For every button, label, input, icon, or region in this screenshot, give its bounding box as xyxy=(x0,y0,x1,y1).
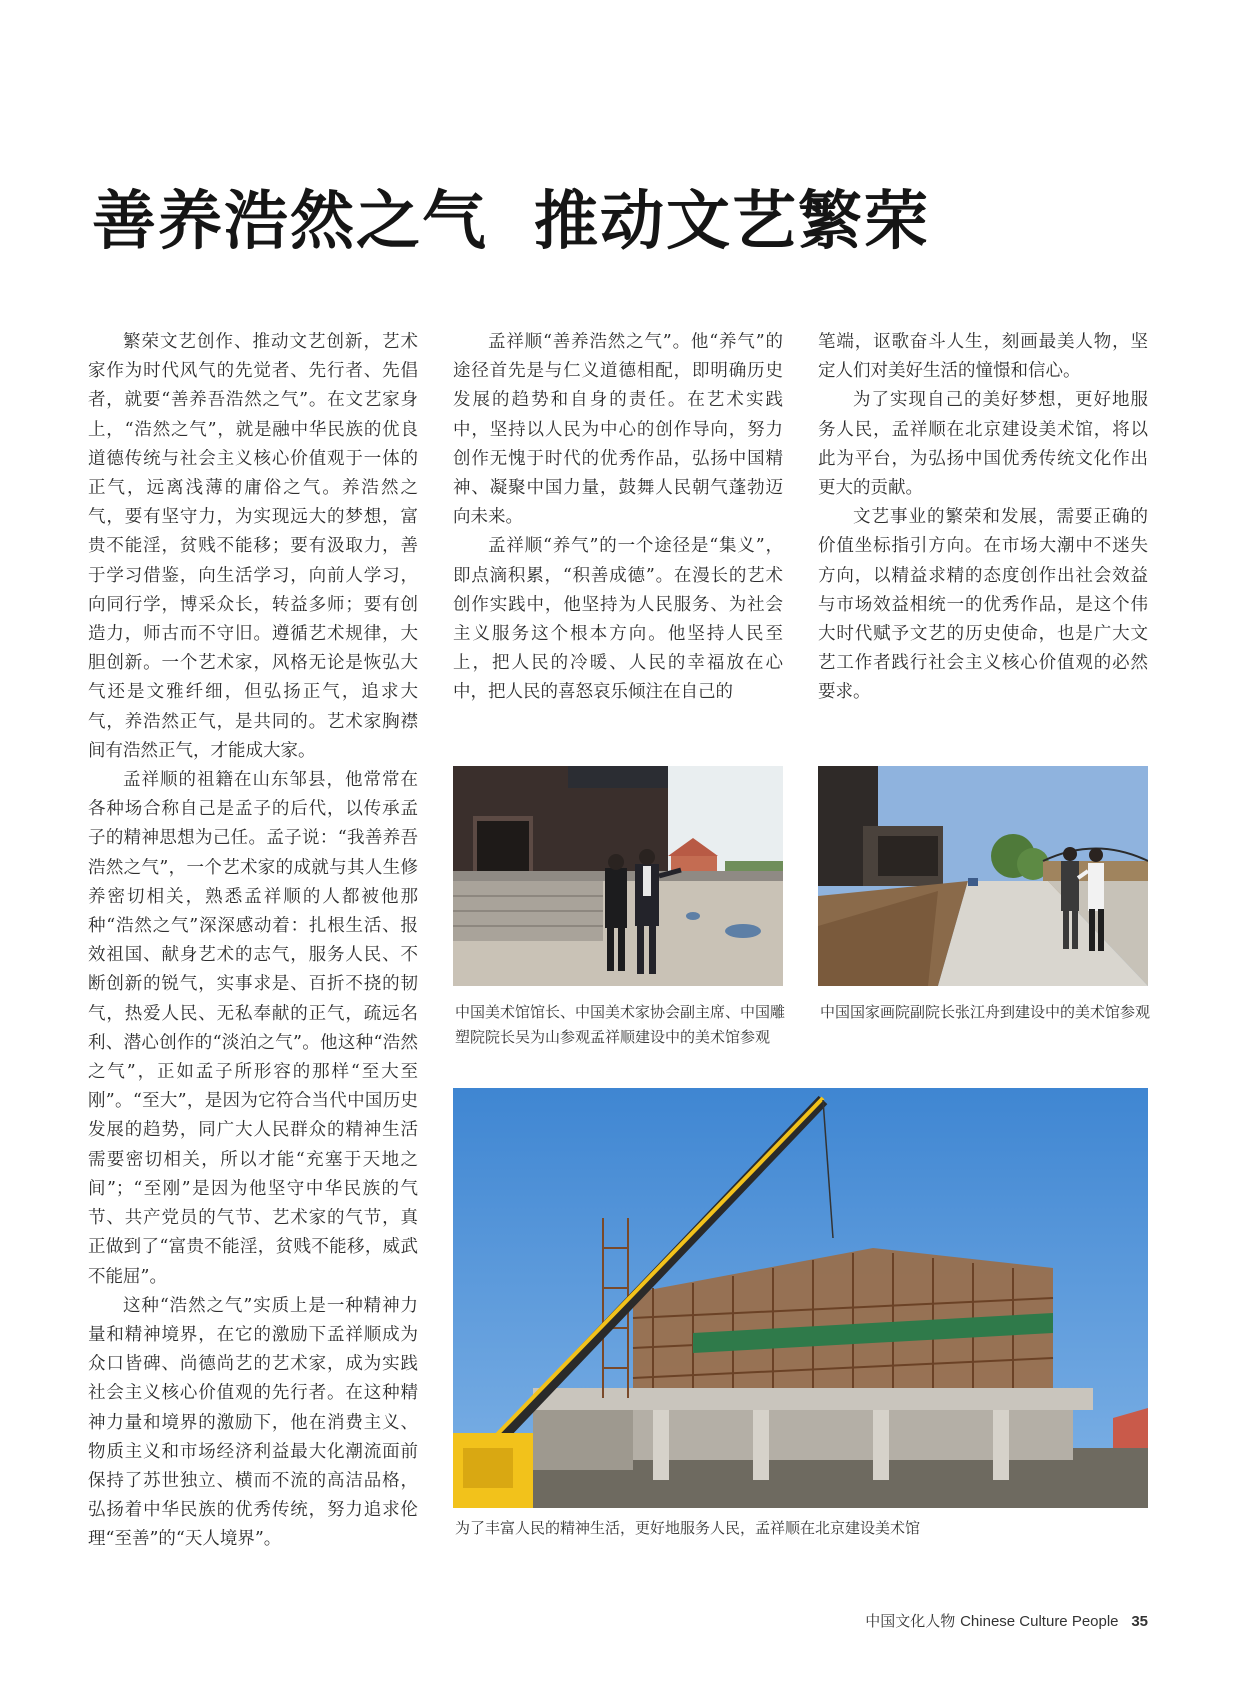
footer-magazine-cn: 中国文化人物 xyxy=(865,1612,956,1630)
footer-magazine-en: Chinese Culture People xyxy=(960,1613,1119,1630)
caption-photo-3: 为了丰富人民的精神生活，更好地服务人民，孟祥顺在北京建设美术馆 xyxy=(455,1519,921,1537)
paragraph: 文艺事业的繁荣和发展，需要正确的价值坐标指引方向。在市场大潮中不迷失方向，以精益求精的态度创作出社会效益与市场效益相统一的优秀作品，是这个伟大时代赋予文艺的历史使命，也是广大文艺工作者践行社会主义核心价值观的必然要求。 xyxy=(818,507,1148,703)
paragraph: 繁荣文艺创作、推动文艺创新，艺术家作为时代风气的先觉者、先行者、先倡者，就要“善养吾浩然之气”。在文艺家身上，“浩然之气”，就是融中华民族的优良道德传统与社会主义核心价值观于一体的正气，远离浅薄的庸俗之气。养浩然之气，要有坚守力，为实现远大的梦想，富贵不能淫，贫贱不能移；要有汲取力，善于学习借鉴，向生活学习，向前人学习，向同行学，博采众长，转益多师；要有创造力，师古而不守旧。遵循艺术规律，大胆创新。一个艺术家，风格无论是恢弘大气还是文雅纤细，但弘扬正气，追求大气，养浩然正气，是共同的。艺术家胸襟间有浩然正气，才能成大家。 xyxy=(88,332,418,761)
text-column-3 xyxy=(818,328,1148,708)
caption-photo-2: 中国国家画院副院长张江舟到建设中的美术馆参观 xyxy=(820,1003,1151,1021)
text-column-1 xyxy=(88,328,418,1555)
paragraph: 孟祥顺的祖籍在山东邹县，他常常在各种场合称自己是孟子的后代，以传承孟子的精神思想为己任。孟子说：“我善养吾浩然之气”，一个艺术家的成就与其人生修养密切相关，熟悉孟祥顺的人都被他那种“浩然之气”深深感动着：扎根生活、报效祖国、献身艺术的志气，服务人民、不断创新的锐气，实事求是、百折不挠的韧气，热爱人民、无私奉献的正气，疏远名利、潜心创作的“淡泊之气”。他这种“浩然之气”，正如孟子所形容的那样“至大至刚”。“至大”，是因为它符合当代中国历史发展的趋势，同广大人民群众的精神生活需要密切相关，所以才能“充塞于天地之间”；“至刚”是因为他坚守中华民族的气节、共产党员的气节、艺术家的气节，真正做到了“富贵不能淫，贫贱不能移，威武不能屈”。 xyxy=(88,770,418,1287)
page-title xyxy=(92,170,1192,262)
page-number: 35 xyxy=(1131,1613,1148,1630)
photo-museum-construction xyxy=(453,1088,1148,1508)
caption-photo-1: 中国美术馆馆长、中国美术家协会副主席、中国雕塑院院长吴为山参观孟祥顺建设中的美术馆参观 xyxy=(455,1003,786,1046)
paragraph: 孟祥顺“善养浩然之气”。他“养气”的途径首先是与仁义道德相配，即明确历史发展的趋势和自身的责任。在艺术实践中，坚持以人民为中心的创作导向，努力创作无愧于时代的优秀作品，弘扬中国精神、凝聚中国力量，鼓舞人民朝气蓬勃迈向未来。 xyxy=(453,332,783,528)
title-part-1: 善养浩然之气 xyxy=(92,184,488,259)
paragraph: 笔端，讴歌奋斗人生，刻画最美人物，坚定人们对美好生活的憧憬和信心。 xyxy=(818,332,1148,382)
title-part-2: 推动文艺繁荣 xyxy=(534,184,930,259)
paragraph: 为了实现自己的美好梦想，更好地服务人民，孟祥顺在北京建设美术馆，将以此为平台，为弘扬中国优秀传统文化作出更大的贡献。 xyxy=(818,390,1148,499)
page-footer xyxy=(865,1610,1148,1631)
text-column-2 xyxy=(453,328,783,708)
paragraph: 孟祥顺“养气”的一个途径是“集义”，即点滴积累，“积善成德”。在漫长的艺术创作实践中，他坚持为人民服务、为社会主义服务这个根本方向。他坚持人民至上，把人民的冷暖、人民的幸福放在心中，把人民的喜怒哀乐倾注在自己的 xyxy=(453,536,783,703)
paragraph: 这种“浩然之气”实质上是一种精神力量和精神境界，在它的激励下孟祥顺成为众口皆碑、尚德尚艺的艺术家，成为实践社会主义核心价值观的先行者。在这种精神力量和境界的激励下，他在消费主义、物质主义和市场经济利益最大化潮流面前保持了苏世独立、横而不流的高洁品格，弘扬着中华民族的优秀传统，努力追求伦理“至善”的“天人境界”。 xyxy=(88,1295,418,1550)
photo-visit-wu-weishan xyxy=(453,766,783,986)
photo-visit-zhang-jiangzhou xyxy=(818,766,1148,986)
